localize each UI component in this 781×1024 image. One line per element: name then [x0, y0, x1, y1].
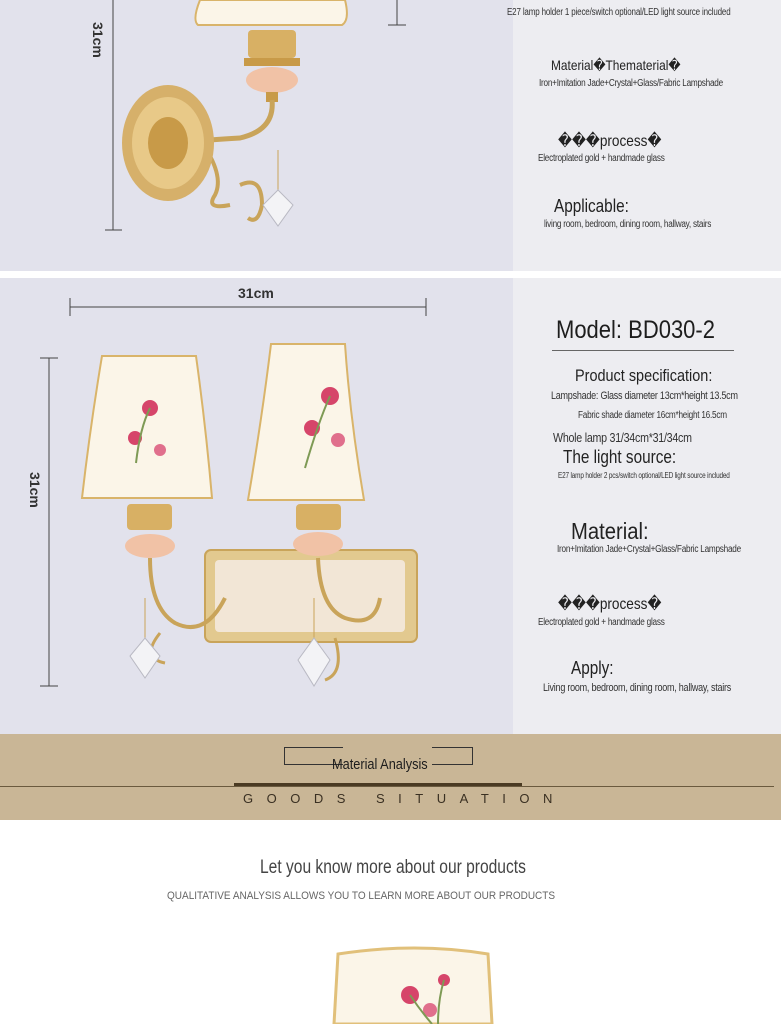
light-source-value: E27 lamp holder 2 pcs/switch optional/LED light source included	[558, 471, 730, 480]
light-source-note: E27 lamp holder 1 piece/switch optional/LED light source included	[507, 7, 731, 18]
double-lamp-image-panel	[0, 278, 513, 734]
process-heading: ���process�	[558, 133, 662, 150]
banner-title: Material Analysis	[332, 756, 428, 773]
process-value: Electroplated gold + handmade glass	[538, 617, 665, 628]
model-heading: Model: BD030-2	[556, 316, 715, 344]
banner-frame-right	[432, 747, 473, 765]
lampshade-spec: Lampshade: Glass diameter 13cm*height 13.5cm	[551, 390, 738, 402]
fabric-shade-spec: Fabric shade diameter 16cm*height 16.5cm	[578, 410, 727, 421]
intro-subheading: QUALITATIVE ANALYSIS ALLOWS YOU TO LEARN MORE ABOUT OUR PRODUCTS	[167, 890, 556, 902]
material-analysis-banner	[0, 734, 781, 820]
product-spec-heading: Product specification:	[575, 366, 713, 385]
material-value: Iron+Imitation Jade+Crystal+Glass/Fabric Lampshade	[539, 78, 723, 89]
single-lamp-spec-panel	[507, 0, 781, 271]
banner-subtitle: GOODS SITUATION	[243, 791, 566, 806]
single-wall-lamp-illustration	[0, 0, 513, 271]
material-heading: Material�Thematerial�	[551, 57, 681, 73]
applicable-value: living room, bedroom, dining room, hallway, stairs	[544, 219, 712, 230]
material-heading: Material:	[571, 518, 649, 544]
double-wall-lamp-illustration	[0, 278, 513, 734]
model-underline	[552, 350, 734, 351]
process-heading: ���process�	[558, 596, 662, 613]
single-lamp-image-panel	[0, 0, 513, 271]
whole-lamp-spec: Whole lamp 31/34cm*31/34cm	[553, 430, 692, 445]
material-value: Iron+Imitation Jade+Crystal+Glass/Fabric Lampshade	[557, 544, 741, 555]
apply-heading: Apply:	[571, 658, 614, 678]
applicable-heading: Applicable:	[554, 196, 629, 216]
width-dimension-label: 31cm	[238, 285, 274, 301]
panel-divider	[0, 271, 781, 278]
process-value: Electroplated gold + handmade glass	[538, 153, 665, 164]
height-dimension-label: 31cm	[27, 472, 43, 508]
height-dimension-label: 31cm	[90, 22, 106, 58]
double-lamp-spec-panel	[513, 278, 781, 734]
banner-divider-thin	[0, 786, 774, 787]
apply-value: Living room, bedroom, dining room, hallway, stairs	[543, 682, 732, 694]
intro-heading: Let you know more about our products	[260, 857, 526, 878]
light-source-heading: The light source:	[563, 447, 677, 467]
lamp-shade-detail-image	[320, 940, 510, 1024]
